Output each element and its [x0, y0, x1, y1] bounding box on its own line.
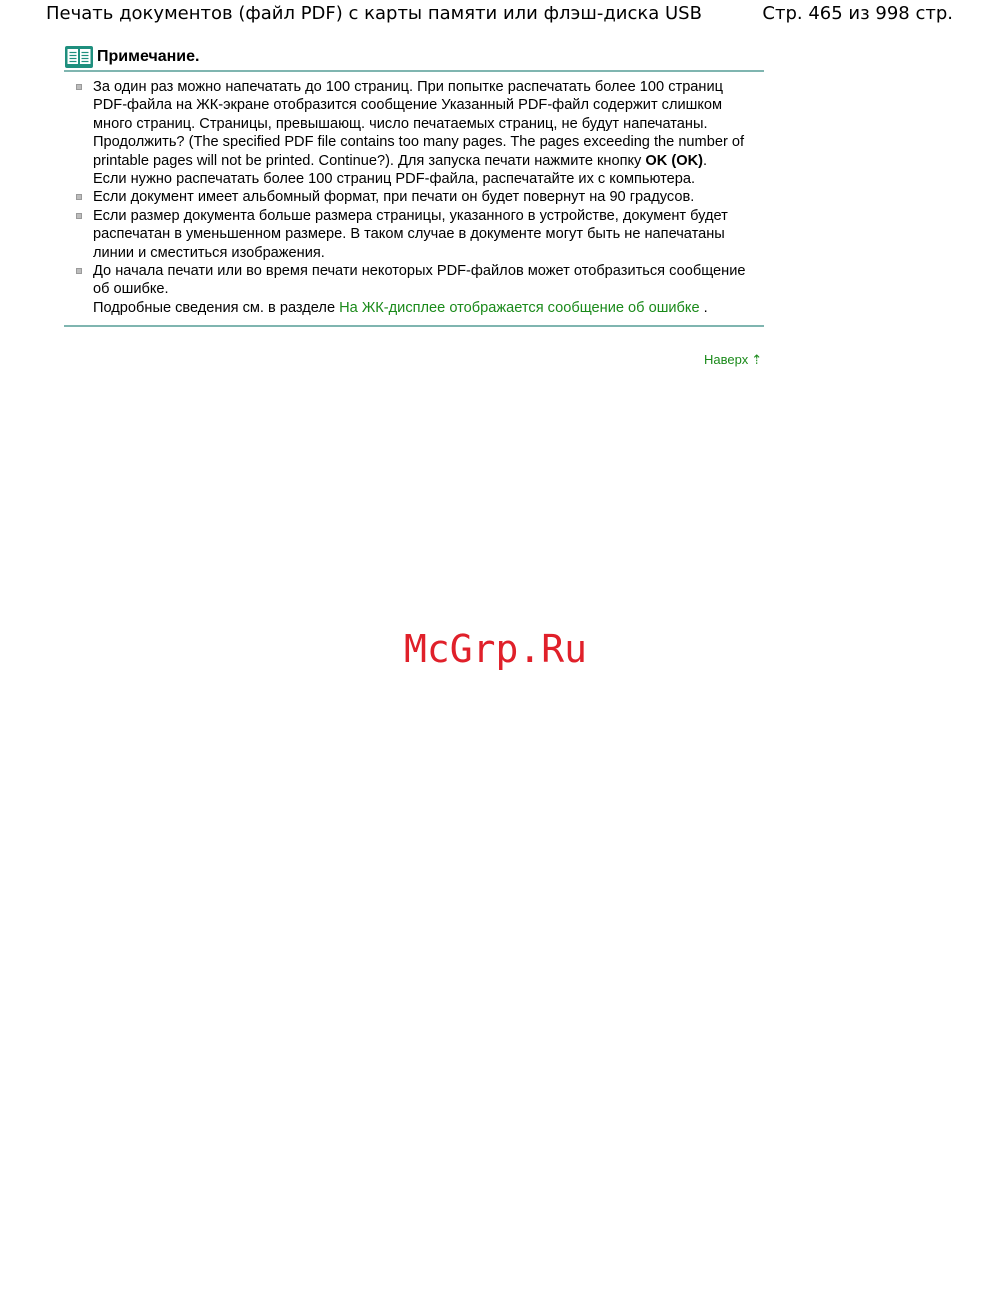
- note-bottom-divider: [64, 325, 764, 327]
- back-to-top-label: Наверх: [704, 352, 749, 367]
- arrow-up-icon: ⇡: [751, 352, 763, 367]
- note-item-text: Если документ имеет альбомный формат, при печати он будет повернут на 90 градусов.: [93, 189, 695, 206]
- page-header-title: Печать документов (файл PDF) с карты памяти или флэш-диска USB: [46, 3, 702, 24]
- note-title: Примечание.: [97, 48, 200, 65]
- list-item: [64, 262, 764, 317]
- book-icon: [65, 46, 93, 68]
- note-item-text-end: .: [699, 299, 708, 316]
- note-section: [64, 44, 764, 327]
- note-item-text: За один раз можно напечатать до 100 страниц. При попытке распечатать более 100 страниц PDF-файла на ЖК-экране отобразится сообщение Указанный PDF-файл содержит слишком много страниц. Страницы, превышающ. число печатаемых страниц, не будут напечатаны. Продолжить? (The specified PDF file contains too many pages. The pages exceeding the number of printable pages will not be printed. Continue?). Для запуска печати нажмите кнопку: [93, 79, 745, 169]
- bullet-icon: [76, 84, 82, 90]
- back-to-top-link[interactable]: [704, 352, 762, 368]
- note-item-text: До начала печати или во время печати некоторых PDF-файлов может отобразиться сообщение об ошибке.: [93, 263, 746, 298]
- bullet-icon: [76, 213, 82, 219]
- bullet-icon: [76, 268, 82, 274]
- error-message-link[interactable]: На ЖК-дисплее отображается сообщение об ошибке: [339, 299, 700, 316]
- list-item: [64, 78, 764, 188]
- list-item: [64, 188, 764, 206]
- list-item: [64, 207, 764, 262]
- bullet-icon: [76, 194, 82, 200]
- note-item-text-end: .: [702, 152, 708, 169]
- note-item-text: Если размер документа больше размера страницы, указанного в устройстве, документ будет распечатан в уменьшенном размере. В таком случае в документе могут быть не напечатаны линии и сместиться изображения.: [93, 207, 728, 261]
- note-list: [64, 72, 764, 325]
- watermark: McGrp.Ru: [404, 627, 588, 671]
- note-header: [64, 44, 764, 70]
- ok-button-name: OK (OK): [645, 152, 703, 169]
- note-item-text-extra: Если нужно распечатать более 100 страниц PDF-файла, распечатайте их с компьютера.: [93, 171, 696, 188]
- page-counter: Стр. 465 из 998 стр.: [762, 3, 953, 24]
- note-item-text-details: Подробные сведения см. в разделе: [93, 299, 340, 316]
